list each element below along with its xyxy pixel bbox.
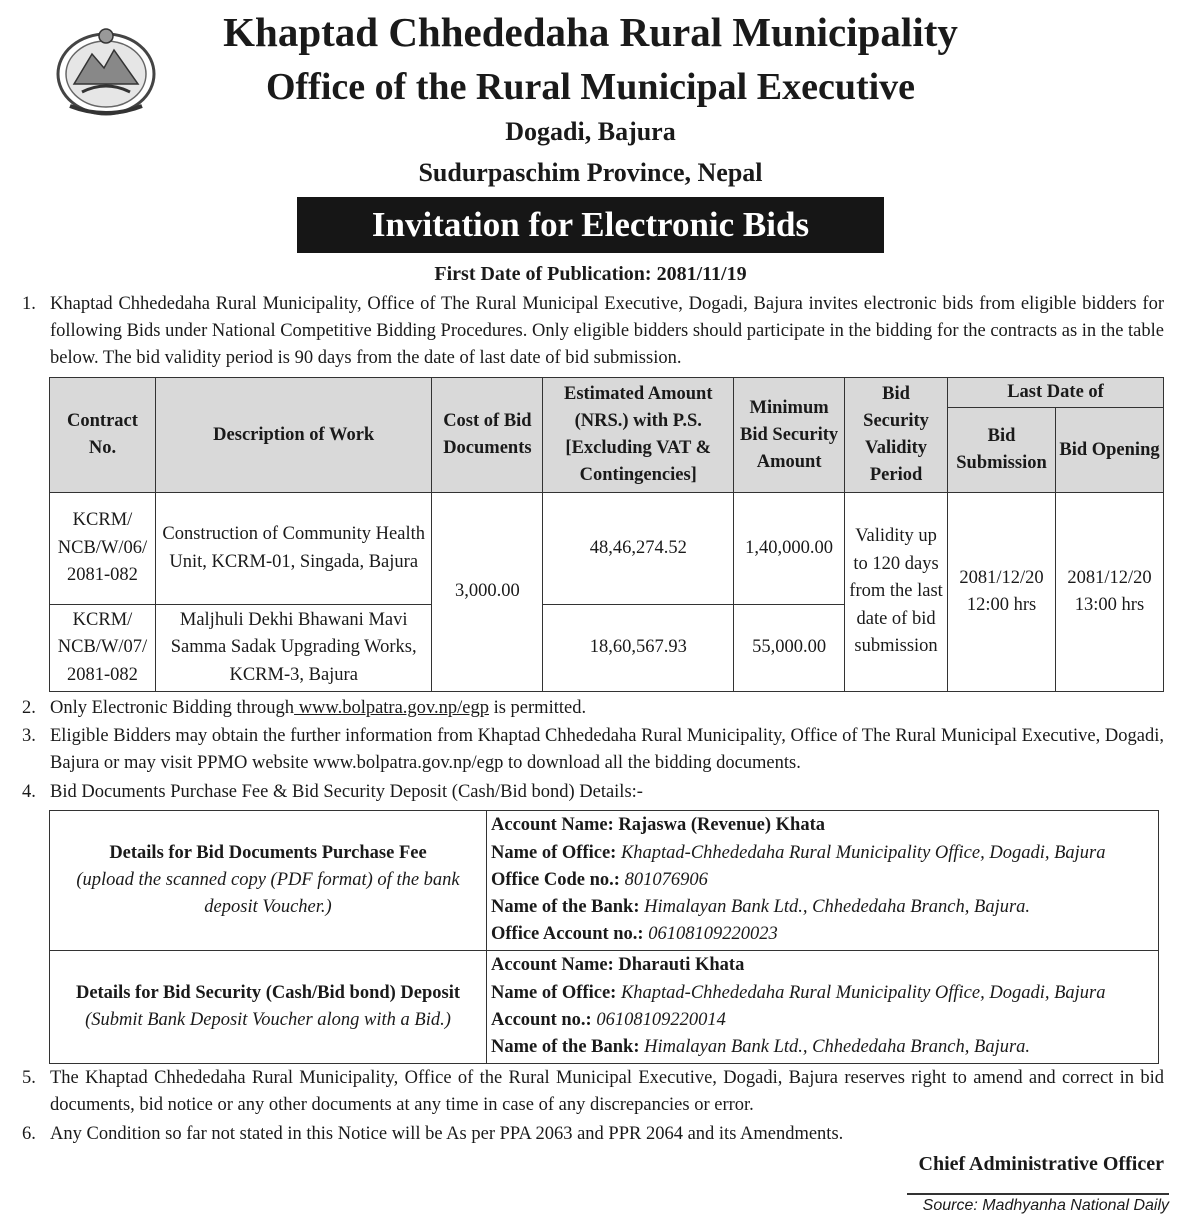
deposit-label-cell xyxy=(50,951,487,1064)
table-row xyxy=(50,811,1159,951)
org-name: Khaptad Chhededaha Rural Municipality xyxy=(223,9,958,55)
account-label: Name of Office: xyxy=(491,982,621,1003)
paragraph-number: 3. xyxy=(22,726,36,746)
account-label: Account no.: xyxy=(491,1010,597,1030)
header-description: Description of Work xyxy=(155,378,431,493)
deposit-label-cell xyxy=(50,811,487,951)
contract-no-cell: KCRM/ NCB/W/06/ 2081-082 xyxy=(50,493,156,605)
paragraph-text: Bid Documents Purchase Fee & Bid Security Deposit (Cash/Bid bond) Details:- xyxy=(50,782,643,802)
account-label: Name of the Bank: xyxy=(491,1037,645,1058)
paragraph-6 xyxy=(22,1121,1164,1148)
paragraph-text: Khaptad Chhededaha Rural Municipality, Office of The Rural Municipal Executive, Dogadi, Bajura invites electronic bids from eligible bidders for following Bids under National Competitive Bidding Procedures. Only eligible bidders should participate in the bidding for the contracts as in the table below. The bid validity period is 90 days from the date of last date of bid submission. xyxy=(50,294,1164,368)
validity-cell: Validity up to 120 days from the last date of bid submission xyxy=(845,493,948,692)
notice-banner: Invitation for Electronic Bids xyxy=(297,197,884,253)
account-label: Office Code no.: xyxy=(491,869,625,890)
deposit-title: Details for Bid Security (Cash/Bid bond) Deposit xyxy=(75,982,461,1003)
paragraph-1 xyxy=(22,291,1164,372)
bid-table xyxy=(49,377,1164,692)
paragraph-text: Any Condition so far not stated in this Notice will be As per PPA 2063 and PPR 2064 and its Amendments. xyxy=(50,1124,844,1144)
paragraph-text: Only Electronic Bidding through xyxy=(50,698,295,718)
table-row xyxy=(50,493,1164,605)
table-row xyxy=(50,951,1159,1064)
paragraph-2 xyxy=(22,695,1164,722)
location: Dogadi, Bajura xyxy=(505,117,676,146)
source-credit: Source: Madhyanha National Daily xyxy=(907,1193,1169,1215)
header-cost: Cost of Bid Documents xyxy=(432,378,543,493)
account-value: 801076906 xyxy=(624,869,708,890)
header-last-date: Last Date of xyxy=(948,378,1164,408)
min-security-cell: 55,000.00 xyxy=(734,605,845,692)
office-name: Office of the Rural Municipal Executive xyxy=(265,66,916,108)
signature: Chief Administrative Officer xyxy=(918,1153,1164,1175)
opening-cell: 2081/12/20 13:00 hrs xyxy=(1055,493,1163,692)
paragraph-4 xyxy=(22,779,1164,806)
estimated-cell: 48,46,274.52 xyxy=(543,493,734,605)
account-value: 06108109220014 xyxy=(596,1010,726,1030)
account-value: Khaptad-Chhededaha Rural Municipality Office, Dogadi, Bajura xyxy=(620,982,1106,1003)
account-value: Himalayan Bank Ltd., Chhededaha Branch, Bajura. xyxy=(644,897,1031,918)
bolpatra-link[interactable]: www.bolpatra.gov.np/egp xyxy=(294,698,489,718)
account-value: Khaptad-Chhededaha Rural Municipality Office, Dogadi, Bajura xyxy=(620,842,1106,863)
header-validity: Bid Security Validity Period xyxy=(845,378,948,493)
publication-date: First Date of Publication: 2081/11/19 xyxy=(434,263,747,285)
deposit-title: Details for Bid Documents Purchase Fee xyxy=(109,842,427,863)
contract-no-cell: KCRM/ NCB/W/07/ 2081-082 xyxy=(50,605,156,692)
paragraph-number: 2. xyxy=(22,698,36,718)
account-value: 06108109220023 xyxy=(648,924,778,945)
header-opening: Bid Opening xyxy=(1055,408,1163,493)
account-details-cell xyxy=(487,951,1159,1064)
paragraph-text: The Khaptad Chhededaha Rural Municipality, Office of the Rural Municipal Executive, Dogadi, Bajura reserves right to amend and correct in bid documents, bid notice or any other documents at any time in case of any discrepancies or error. xyxy=(50,1068,1164,1115)
description-cell: Construction of Community Health Unit, KCRM-01, Singada, Bajura xyxy=(155,493,431,605)
min-security-cell: 1,40,000.00 xyxy=(734,493,845,605)
header-contract-no: Contract No. xyxy=(50,378,156,493)
paragraph-text: is permitted. xyxy=(488,698,587,718)
province: Sudurpaschim Province, Nepal xyxy=(418,158,763,187)
account-details-cell xyxy=(487,811,1159,951)
paragraph-3 xyxy=(22,723,1164,777)
description-cell: Maljhuli Dekhi Bhawani Mavi Samma Sadak Upgrading Works, KCRM-3, Bajura xyxy=(155,605,431,692)
deposit-subtitle: (upload the scanned copy (PDF format) of the bank deposit Voucher.) xyxy=(76,869,460,918)
estimated-cell: 18,60,567.93 xyxy=(543,605,734,692)
account-label: Office Account no.: xyxy=(491,924,649,945)
deposit-subtitle: (Submit Bank Deposit Voucher along with a Bid.) xyxy=(85,1010,451,1030)
account-value: Himalayan Bank Ltd., Chhededaha Branch, Bajura. xyxy=(644,1037,1031,1058)
paragraph-number: 5. xyxy=(22,1068,36,1088)
account-label: Account Name: Rajaswa (Revenue) Khata xyxy=(491,815,825,836)
cost-cell: 3,000.00 xyxy=(432,493,543,692)
paragraph-number: 1. xyxy=(22,294,36,314)
header-min-security: Minimum Bid Security Amount xyxy=(734,378,845,493)
account-label: Name of the Bank: xyxy=(491,897,645,918)
account-label: Name of Office: xyxy=(491,842,621,863)
header-estimated-amount: Estimated Amount (NRS.) with P.S.[Excluding VAT & Contingencies] xyxy=(543,378,734,493)
paragraph-number: 4. xyxy=(22,782,36,802)
paragraph-5 xyxy=(22,1065,1164,1119)
header-submission: Bid Submission xyxy=(948,408,1056,493)
deposit-table xyxy=(49,810,1159,1064)
account-label: Account Name: Dharauti Khata xyxy=(491,955,745,976)
submission-cell: 2081/12/20 12:00 hrs xyxy=(948,493,1056,692)
paragraph-text: Eligible Bidders may obtain the further information from Khaptad Chhededaha Rural Municipality, Office of The Rural Municipal Executive, Dogadi, Bajura or may visit PPMO website www.bolpatra.gov.np/egp to download all the bidding documents. xyxy=(50,726,1164,773)
paragraph-number: 6. xyxy=(22,1124,36,1144)
